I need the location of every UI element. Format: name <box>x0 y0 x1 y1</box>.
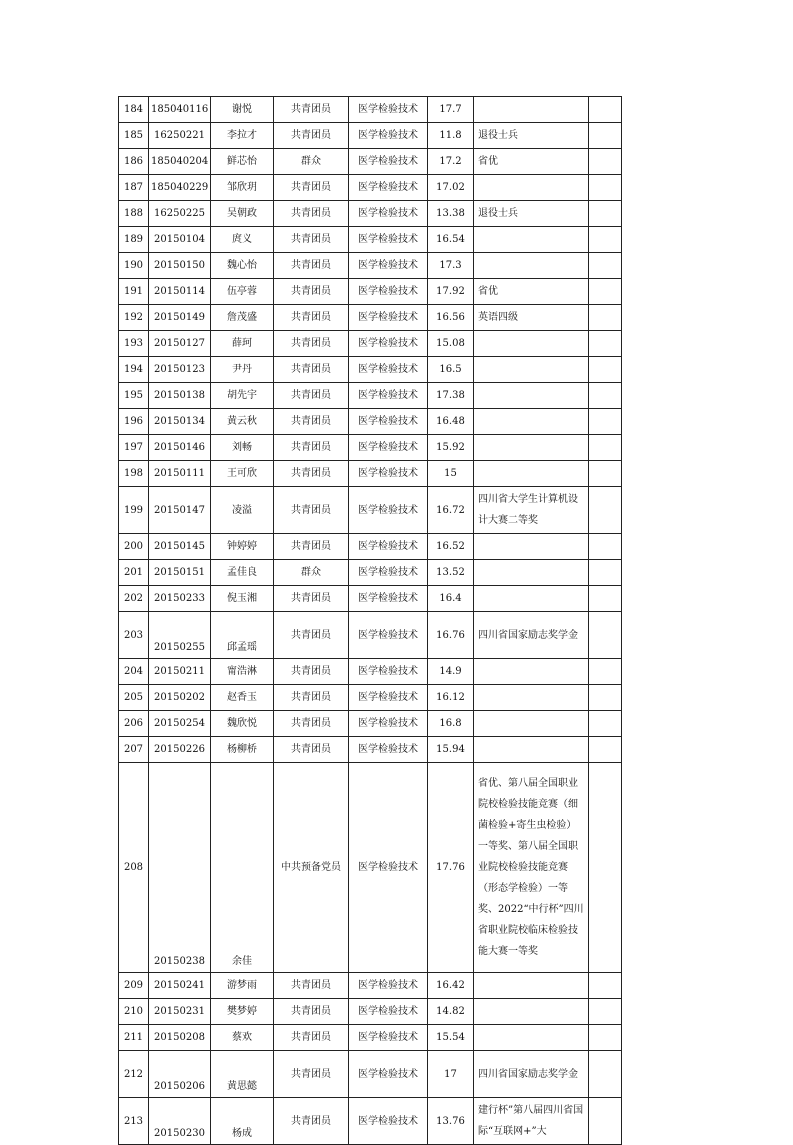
political-status: 共青团员 <box>274 659 349 685</box>
row-number: 186 <box>119 149 149 175</box>
student-name: 甯浩淋 <box>211 659 274 685</box>
major: 医学检验技术 <box>349 973 428 999</box>
remarks <box>474 227 589 253</box>
remarks: 四川省国家励志奖学金 <box>474 612 589 659</box>
student-id: 20150230 <box>149 1098 211 1145</box>
score: 17.2 <box>428 149 474 175</box>
remarks <box>474 331 589 357</box>
student-id: 20150149 <box>149 305 211 331</box>
student-name: 余佳 <box>211 763 274 973</box>
score: 16.72 <box>428 487 474 534</box>
major: 医学检验技术 <box>349 123 428 149</box>
empty-cell <box>589 227 622 253</box>
score: 16.56 <box>428 305 474 331</box>
student-id: 185040204 <box>149 149 211 175</box>
political-status: 共青团员 <box>274 973 349 999</box>
major: 医学检验技术 <box>349 175 428 201</box>
row-number: 203 <box>119 612 149 659</box>
major: 医学检验技术 <box>349 999 428 1025</box>
score: 16.8 <box>428 711 474 737</box>
table-row <box>119 305 622 331</box>
score: 16.76 <box>428 612 474 659</box>
political-status: 共青团员 <box>274 123 349 149</box>
remarks <box>474 435 589 461</box>
remarks: 四川省国家励志奖学金 <box>474 1051 589 1098</box>
political-status: 共青团员 <box>274 461 349 487</box>
row-number: 209 <box>119 973 149 999</box>
empty-cell <box>589 560 622 586</box>
empty-cell <box>589 305 622 331</box>
table-body <box>119 97 622 1145</box>
major: 医学检验技术 <box>349 711 428 737</box>
student-id: 20150138 <box>149 383 211 409</box>
major: 医学检验技术 <box>349 227 428 253</box>
empty-cell <box>589 253 622 279</box>
student-name: 李拉才 <box>211 123 274 149</box>
student-id: 20150146 <box>149 435 211 461</box>
major: 医学检验技术 <box>349 409 428 435</box>
remarks: 省优 <box>474 279 589 305</box>
row-number: 192 <box>119 305 149 331</box>
row-number: 190 <box>119 253 149 279</box>
empty-cell <box>589 201 622 227</box>
remarks: 建行杯”第八届四川省国际“互联网+”大 <box>474 1098 589 1145</box>
student-name: 孟佳良 <box>211 560 274 586</box>
political-status: 共青团员 <box>274 586 349 612</box>
political-status: 共青团员 <box>274 227 349 253</box>
student-id: 20150255 <box>149 612 211 659</box>
student-name: 胡先宇 <box>211 383 274 409</box>
student-name: 魏欣悦 <box>211 711 274 737</box>
political-status: 共青团员 <box>274 487 349 534</box>
student-id: 185040116 <box>149 97 211 123</box>
table-row <box>119 383 622 409</box>
remarks <box>474 685 589 711</box>
empty-cell <box>589 97 622 123</box>
table-row <box>119 123 622 149</box>
political-status: 群众 <box>274 149 349 175</box>
student-name: 刘畅 <box>211 435 274 461</box>
row-number: 198 <box>119 461 149 487</box>
remarks: 省优 <box>474 149 589 175</box>
empty-cell <box>589 123 622 149</box>
empty-cell <box>589 435 622 461</box>
major: 医学检验技术 <box>349 763 428 973</box>
row-number: 212 <box>119 1051 149 1098</box>
political-status: 共青团员 <box>274 331 349 357</box>
student-id: 20150104 <box>149 227 211 253</box>
major: 医学检验技术 <box>349 560 428 586</box>
empty-cell <box>589 279 622 305</box>
empty-cell <box>589 383 622 409</box>
score: 17 <box>428 1051 474 1098</box>
score: 16.5 <box>428 357 474 383</box>
score: 15.94 <box>428 737 474 763</box>
table-row <box>119 175 622 201</box>
student-name: 伍亭蓉 <box>211 279 274 305</box>
remarks <box>474 383 589 409</box>
major: 医学检验技术 <box>349 383 428 409</box>
row-number: 204 <box>119 659 149 685</box>
row-number: 184 <box>119 97 149 123</box>
political-status: 共青团员 <box>274 279 349 305</box>
score: 17.38 <box>428 383 474 409</box>
major: 医学检验技术 <box>349 659 428 685</box>
table-row <box>119 685 622 711</box>
remarks <box>474 534 589 560</box>
student-id: 20150123 <box>149 357 211 383</box>
major: 医学检验技术 <box>349 1051 428 1098</box>
student-name: 蔡欢 <box>211 1025 274 1051</box>
remarks: 英语四级 <box>474 305 589 331</box>
row-number: 194 <box>119 357 149 383</box>
table-row <box>119 357 622 383</box>
row-number: 210 <box>119 999 149 1025</box>
empty-cell <box>589 737 622 763</box>
political-status: 共青团员 <box>274 1051 349 1098</box>
student-name: 黄云秋 <box>211 409 274 435</box>
score: 16.42 <box>428 973 474 999</box>
student-name: 钟婷婷 <box>211 534 274 560</box>
student-id: 20150241 <box>149 973 211 999</box>
political-status: 共青团员 <box>274 711 349 737</box>
score: 17.7 <box>428 97 474 123</box>
political-status: 共青团员 <box>274 253 349 279</box>
table-row <box>119 149 622 175</box>
score: 13.76 <box>428 1098 474 1145</box>
student-name: 尹丹 <box>211 357 274 383</box>
student-id: 20150111 <box>149 461 211 487</box>
empty-cell <box>589 711 622 737</box>
student-id: 20150231 <box>149 999 211 1025</box>
major: 医学检验技术 <box>349 357 428 383</box>
score: 16.4 <box>428 586 474 612</box>
empty-cell <box>589 149 622 175</box>
row-number: 213 <box>119 1098 149 1145</box>
table-row <box>119 435 622 461</box>
table-row <box>119 999 622 1025</box>
table-row <box>119 279 622 305</box>
table-row <box>119 612 622 659</box>
political-status: 群众 <box>274 560 349 586</box>
table-row <box>119 737 622 763</box>
major: 医学检验技术 <box>349 685 428 711</box>
remarks <box>474 253 589 279</box>
major: 医学检验技术 <box>349 305 428 331</box>
student-id: 20150208 <box>149 1025 211 1051</box>
student-name: 鲜芯怡 <box>211 149 274 175</box>
table-row <box>119 331 622 357</box>
empty-cell <box>589 1098 622 1145</box>
table-row <box>119 973 622 999</box>
score: 17.92 <box>428 279 474 305</box>
score: 14.9 <box>428 659 474 685</box>
major: 医学检验技术 <box>349 201 428 227</box>
score: 14.82 <box>428 999 474 1025</box>
political-status: 共青团员 <box>274 97 349 123</box>
empty-cell <box>589 409 622 435</box>
major: 医学检验技术 <box>349 1098 428 1145</box>
major: 医学检验技术 <box>349 1025 428 1051</box>
empty-cell <box>589 685 622 711</box>
student-name: 凌溢 <box>211 487 274 534</box>
table-row <box>119 1051 622 1098</box>
row-number: 207 <box>119 737 149 763</box>
remarks <box>474 973 589 999</box>
row-number: 199 <box>119 487 149 534</box>
row-number: 196 <box>119 409 149 435</box>
remarks <box>474 175 589 201</box>
empty-cell <box>589 763 622 973</box>
score: 17.76 <box>428 763 474 973</box>
student-id: 20150206 <box>149 1051 211 1098</box>
student-name: 樊梦婷 <box>211 999 274 1025</box>
political-status: 共青团员 <box>274 175 349 201</box>
student-id: 20150134 <box>149 409 211 435</box>
political-status: 共青团员 <box>274 409 349 435</box>
row-number: 200 <box>119 534 149 560</box>
political-status: 共青团员 <box>274 685 349 711</box>
remarks <box>474 409 589 435</box>
remarks <box>474 999 589 1025</box>
row-number: 201 <box>119 560 149 586</box>
student-id: 20150150 <box>149 253 211 279</box>
score: 15.92 <box>428 435 474 461</box>
major: 医学检验技术 <box>349 534 428 560</box>
table-row <box>119 711 622 737</box>
empty-cell <box>589 973 622 999</box>
row-number: 206 <box>119 711 149 737</box>
remarks <box>474 711 589 737</box>
student-table <box>118 96 622 1145</box>
score: 13.52 <box>428 560 474 586</box>
political-status: 共青团员 <box>274 999 349 1025</box>
score: 15.08 <box>428 331 474 357</box>
remarks <box>474 586 589 612</box>
empty-cell <box>589 487 622 534</box>
score: 17.02 <box>428 175 474 201</box>
student-id: 20150226 <box>149 737 211 763</box>
student-id: 20150127 <box>149 331 211 357</box>
table-row <box>119 763 622 973</box>
student-id: 20150211 <box>149 659 211 685</box>
empty-cell <box>589 175 622 201</box>
political-status: 共青团员 <box>274 737 349 763</box>
major: 医学检验技术 <box>349 487 428 534</box>
student-name: 赵香玉 <box>211 685 274 711</box>
student-name: 邹欣玥 <box>211 175 274 201</box>
score: 16.52 <box>428 534 474 560</box>
row-number: 185 <box>119 123 149 149</box>
student-id: 20150202 <box>149 685 211 711</box>
score: 17.3 <box>428 253 474 279</box>
remarks <box>474 357 589 383</box>
political-status: 中共预备党员 <box>274 763 349 973</box>
student-id: 20150145 <box>149 534 211 560</box>
score: 13.38 <box>428 201 474 227</box>
remarks: 省优、第八届全国职业院校检验技能竞赛（细菌检验+寄生虫检验）一等奖、第八届全国职业院校检验技能竞赛（形态学检验）一等奖、2022“中行杯”四川省职业院校临床检验技能大赛一等奖 <box>474 763 589 973</box>
document-page <box>118 96 622 1145</box>
political-status: 共青团员 <box>274 201 349 227</box>
row-number: 202 <box>119 586 149 612</box>
student-id: 20150254 <box>149 711 211 737</box>
remarks <box>474 1025 589 1051</box>
row-number: 211 <box>119 1025 149 1051</box>
political-status: 共青团员 <box>274 305 349 331</box>
political-status: 共青团员 <box>274 1098 349 1145</box>
remarks: 四川省大学生计算机设计大赛二等奖 <box>474 487 589 534</box>
student-id: 20150151 <box>149 560 211 586</box>
major: 医学检验技术 <box>349 97 428 123</box>
major: 医学检验技术 <box>349 331 428 357</box>
student-name: 庹义 <box>211 227 274 253</box>
major: 医学检验技术 <box>349 737 428 763</box>
empty-cell <box>589 357 622 383</box>
student-id: 185040229 <box>149 175 211 201</box>
student-name: 薛珂 <box>211 331 274 357</box>
score: 15 <box>428 461 474 487</box>
table-row <box>119 1025 622 1051</box>
row-number: 197 <box>119 435 149 461</box>
row-number: 188 <box>119 201 149 227</box>
row-number: 195 <box>119 383 149 409</box>
major: 医学检验技术 <box>349 279 428 305</box>
student-id: 20150114 <box>149 279 211 305</box>
student-name: 杨成 <box>211 1098 274 1145</box>
empty-cell <box>589 534 622 560</box>
table-row <box>119 560 622 586</box>
score: 11.8 <box>428 123 474 149</box>
major: 医学检验技术 <box>349 149 428 175</box>
empty-cell <box>589 331 622 357</box>
remarks <box>474 461 589 487</box>
student-name: 王可欣 <box>211 461 274 487</box>
student-name: 詹茂盛 <box>211 305 274 331</box>
row-number: 208 <box>119 763 149 973</box>
remarks: 退役士兵 <box>474 123 589 149</box>
student-name: 杨柳桥 <box>211 737 274 763</box>
table-row <box>119 586 622 612</box>
major: 医学检验技术 <box>349 435 428 461</box>
student-name: 倪玉湘 <box>211 586 274 612</box>
table-row <box>119 659 622 685</box>
table-row <box>119 201 622 227</box>
empty-cell <box>589 999 622 1025</box>
remarks <box>474 659 589 685</box>
row-number: 193 <box>119 331 149 357</box>
major: 医学检验技术 <box>349 612 428 659</box>
table-row <box>119 97 622 123</box>
row-number: 191 <box>119 279 149 305</box>
student-name: 邱孟瑶 <box>211 612 274 659</box>
score: 15.54 <box>428 1025 474 1051</box>
table-row <box>119 409 622 435</box>
row-number: 187 <box>119 175 149 201</box>
table-row <box>119 534 622 560</box>
major: 医学检验技术 <box>349 586 428 612</box>
political-status: 共青团员 <box>274 612 349 659</box>
political-status: 共青团员 <box>274 357 349 383</box>
empty-cell <box>589 659 622 685</box>
score: 16.48 <box>428 409 474 435</box>
student-name: 黄思懿 <box>211 1051 274 1098</box>
empty-cell <box>589 1025 622 1051</box>
row-number: 205 <box>119 685 149 711</box>
score: 16.12 <box>428 685 474 711</box>
remarks <box>474 560 589 586</box>
row-number: 189 <box>119 227 149 253</box>
student-id: 20150233 <box>149 586 211 612</box>
remarks: 退役士兵 <box>474 201 589 227</box>
empty-cell <box>589 1051 622 1098</box>
political-status: 共青团员 <box>274 534 349 560</box>
empty-cell <box>589 612 622 659</box>
student-name: 谢悦 <box>211 97 274 123</box>
political-status: 共青团员 <box>274 435 349 461</box>
student-name: 游梦雨 <box>211 973 274 999</box>
empty-cell <box>589 461 622 487</box>
table-row <box>119 461 622 487</box>
student-name: 吴朝政 <box>211 201 274 227</box>
student-id: 16250221 <box>149 123 211 149</box>
table-row <box>119 253 622 279</box>
remarks <box>474 97 589 123</box>
political-status: 共青团员 <box>274 383 349 409</box>
student-id: 20150238 <box>149 763 211 973</box>
student-id: 20150147 <box>149 487 211 534</box>
table-row <box>119 487 622 534</box>
table-row <box>119 1098 622 1145</box>
empty-cell <box>589 586 622 612</box>
political-status: 共青团员 <box>274 1025 349 1051</box>
student-name: 魏心怡 <box>211 253 274 279</box>
student-id: 16250225 <box>149 201 211 227</box>
remarks <box>474 737 589 763</box>
table-row <box>119 227 622 253</box>
score: 16.54 <box>428 227 474 253</box>
major: 医学检验技术 <box>349 461 428 487</box>
major: 医学检验技术 <box>349 253 428 279</box>
